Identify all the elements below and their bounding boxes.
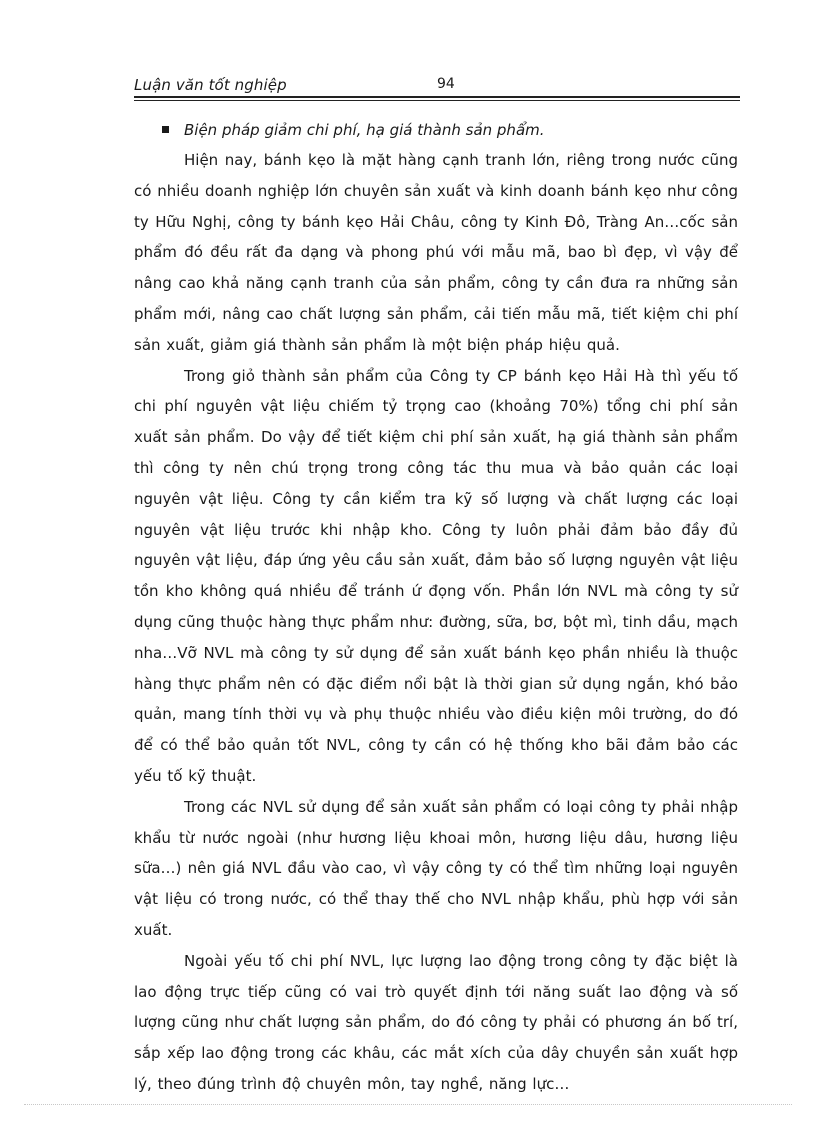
paragraph: Trong giỏ thành sản phẩm của Công ty CP bánh kẹo Hải Hà thì yếu tố chi phí nguyên vật liệu chiếm tỷ trọng cao (khoảng 70%) tổng chi phí sản xuất sản phẩm. Do vậy để tiết kiệm chi phí sản xuất, hạ giá thành sản phẩm thì công ty nên chú trọng trong công tác thu mua và bảo quản các loại nguyên vật liệu. Công ty cần kiểm tra kỹ số lượng và chất lượng các loại nguyên vật liệu trước khi nhập kho. Công ty luôn phải đảm bảo đầy đủ nguyên vật liệu, đáp ứng yêu cầu sản xuất, đảm bảo số lượng nguyên vật liệu tồn kho không quá nhiều để tránh ứ đọng vốn. Phần lớn NVL mà công ty sử dụng cũng thuộc hàng thực phẩm như: đường, sữa, bơ, bột mì, tinh dầu, mạch nha…Vỡ NVL mà công ty sử dụng để sản xuất bánh kẹo phần nhiều là thuộc hàng thực phẩm nên có đặc điểm nổi bật là thời gian sử dụng ngắn, khó bảo quản, mang tính thời vụ và phụ thuộc nhiều vào điều kiện môi trường, do đó để có thể bảo quản tốt NVL, công ty cần có hệ thống kho bãi đảm bảo các yếu tố kỹ thuật. bbox=[134, 366, 738, 785]
header-rule-thin bbox=[134, 100, 740, 101]
header-title: Luận văn tốt nghiệp bbox=[134, 76, 287, 94]
footer-dotted-line bbox=[24, 1104, 792, 1105]
square-bullet-icon bbox=[162, 126, 169, 133]
page-header bbox=[134, 74, 740, 96]
section-heading bbox=[134, 115, 738, 145]
section-heading-text: Biện pháp giảm chi phí, hạ giá thành sản phẩm. bbox=[184, 121, 545, 139]
paragraph: Trong các NVL sử dụng để sản xuất sản phẩm có loại công ty phải nhập khẩu từ nước ngoài (như hương liệu khoai môn, hương liệu dâu, hương liệu sữa…) nên giá NVL đầu vào cao, vì vậy công ty có thể tìm những loại nguyên vật liệu có trong nước, có thể thay thế cho NVL nhập khẩu, phù hợp với sản xuất. bbox=[134, 797, 738, 939]
paragraph: Ngoài yếu tố chi phí NVL, lực lượng lao động trong công ty đặc biệt là lao động trực tiếp cũng có vai trò quyết định tới năng suất lao động và số lượng cũng như chất lượng sản phẩm, do đó công ty phải có phương án bố trí, sắp xếp lao động trong các khâu, các mắt xích của dây chuyền sản xuất hợp lý, theo đúng trình độ chuyên môn, tay nghề, năng lực… bbox=[134, 951, 738, 1093]
page-content bbox=[134, 115, 738, 1100]
header-rule-thick bbox=[134, 96, 740, 98]
page-number: 94 bbox=[437, 76, 455, 92]
paragraph: Hiện nay, bánh kẹo là mặt hàng cạnh tranh lớn, riêng trong nước cũng có nhiều doanh nghiệp lớn chuyên sản xuất và kinh doanh bánh kẹo như công ty Hữu Nghị, công ty bánh kẹo Hải Châu, công ty Kinh Đô, Tràng An…cốc sản phẩm đó đều rất đa dạng và phong phú với mẫu mã, bao bì đẹp, vì vậy để nâng cao khả năng cạnh tranh của sản phẩm, công ty cần đưa ra những sản phẩm mới, nâng cao chất lượng sản phẩm, cải tiến mẫu mã, tiết kiệm chi phí sản xuất, giảm giá thành sản phẩm là một biện pháp hiệu quả. bbox=[134, 151, 738, 354]
